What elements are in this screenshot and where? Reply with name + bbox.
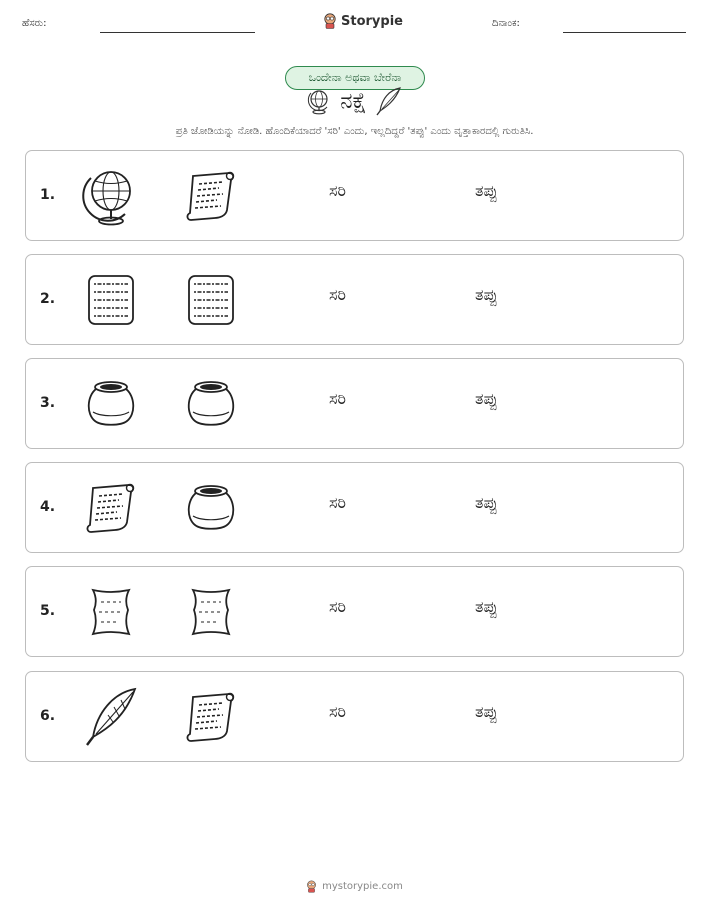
right-picture	[181, 372, 241, 436]
brand-logo	[323, 13, 403, 29]
right-picture	[181, 685, 241, 749]
true-option[interactable]: ಸರಿ	[329, 493, 346, 512]
globe-icon	[81, 164, 141, 228]
scroll-icon	[181, 164, 241, 228]
globe-icon	[306, 87, 332, 115]
storypie-mascot-icon	[306, 880, 317, 893]
right-picture	[181, 268, 241, 332]
question-number: 1.	[40, 187, 56, 203]
left-picture	[81, 685, 141, 749]
false-option[interactable]: ತಪ್ಪು	[475, 181, 498, 200]
date-label: ದಿನಾಂಕ:	[492, 18, 520, 29]
false-option[interactable]: ತಪ್ಪು	[475, 702, 498, 721]
name-label: ಹೆಸರು:	[22, 18, 47, 29]
title-row	[0, 86, 709, 116]
storypie-mascot-icon	[323, 13, 337, 29]
pot-icon	[81, 372, 141, 436]
question-number: 5.	[40, 603, 56, 619]
question-row	[25, 254, 684, 345]
true-option[interactable]: ಸರಿ	[329, 389, 346, 408]
false-option[interactable]: ತಪ್ಪು	[475, 493, 498, 512]
date-line[interactable]	[563, 32, 686, 33]
question-row	[25, 358, 684, 449]
question-row	[25, 671, 684, 762]
left-picture	[81, 372, 141, 436]
question-row	[25, 150, 684, 241]
true-option[interactable]: ಸರಿ	[329, 702, 346, 721]
true-option[interactable]: ಸರಿ	[329, 597, 346, 616]
pot-icon	[181, 372, 241, 436]
question-row	[25, 462, 684, 553]
false-option[interactable]: ತಪ್ಪು	[475, 597, 498, 616]
parchment-icon	[81, 580, 141, 644]
tablet-icon	[181, 268, 241, 332]
page-title: ನಕ್ಷೆ	[340, 88, 367, 114]
pot-icon	[181, 476, 241, 540]
question-number: 2.	[40, 291, 56, 307]
quill-icon	[375, 86, 403, 116]
parchment-icon	[181, 580, 241, 644]
left-picture	[81, 476, 141, 540]
false-option[interactable]: ತಪ್ಪು	[475, 389, 498, 408]
footer	[0, 880, 709, 893]
true-option[interactable]: ಸರಿ	[329, 181, 346, 200]
brand-name: Storypie	[341, 13, 403, 29]
scroll-icon	[81, 476, 141, 540]
name-line[interactable]	[100, 32, 255, 33]
question-number: 6.	[40, 708, 56, 724]
right-picture	[181, 164, 241, 228]
question-row	[25, 566, 684, 657]
instructions: ಪ್ರತಿ ಜೋಡಿಯನ್ನು ನೋಡಿ. ಹೊಂದಿಕೆಯಾದರೆ 'ಸರಿ' ಎಂದು, ಇಲ್ಲದಿದ್ದರೆ 'ತಪ್ಪು' ಎಂದು ವೃತ್ತಾಕಾರದಲ್ಲಿ ಗುರುತಿಸಿ.	[175, 126, 534, 137]
right-picture	[181, 580, 241, 644]
quill-icon	[81, 685, 141, 749]
left-picture	[81, 268, 141, 332]
false-option[interactable]: ತಪ್ಪು	[475, 285, 498, 304]
left-picture	[81, 164, 141, 228]
footer-url[interactable]: mystorypie.com	[322, 881, 403, 892]
worksheet-type-tag: ಒಂದೇನಾ ಅಥವಾ ಬೇರೆನಾ	[285, 66, 425, 90]
left-picture	[81, 580, 141, 644]
tablet-icon	[81, 268, 141, 332]
question-number: 3.	[40, 395, 56, 411]
right-picture	[181, 476, 241, 540]
question-number: 4.	[40, 499, 56, 515]
true-option[interactable]: ಸರಿ	[329, 285, 346, 304]
scroll-icon	[181, 685, 241, 749]
